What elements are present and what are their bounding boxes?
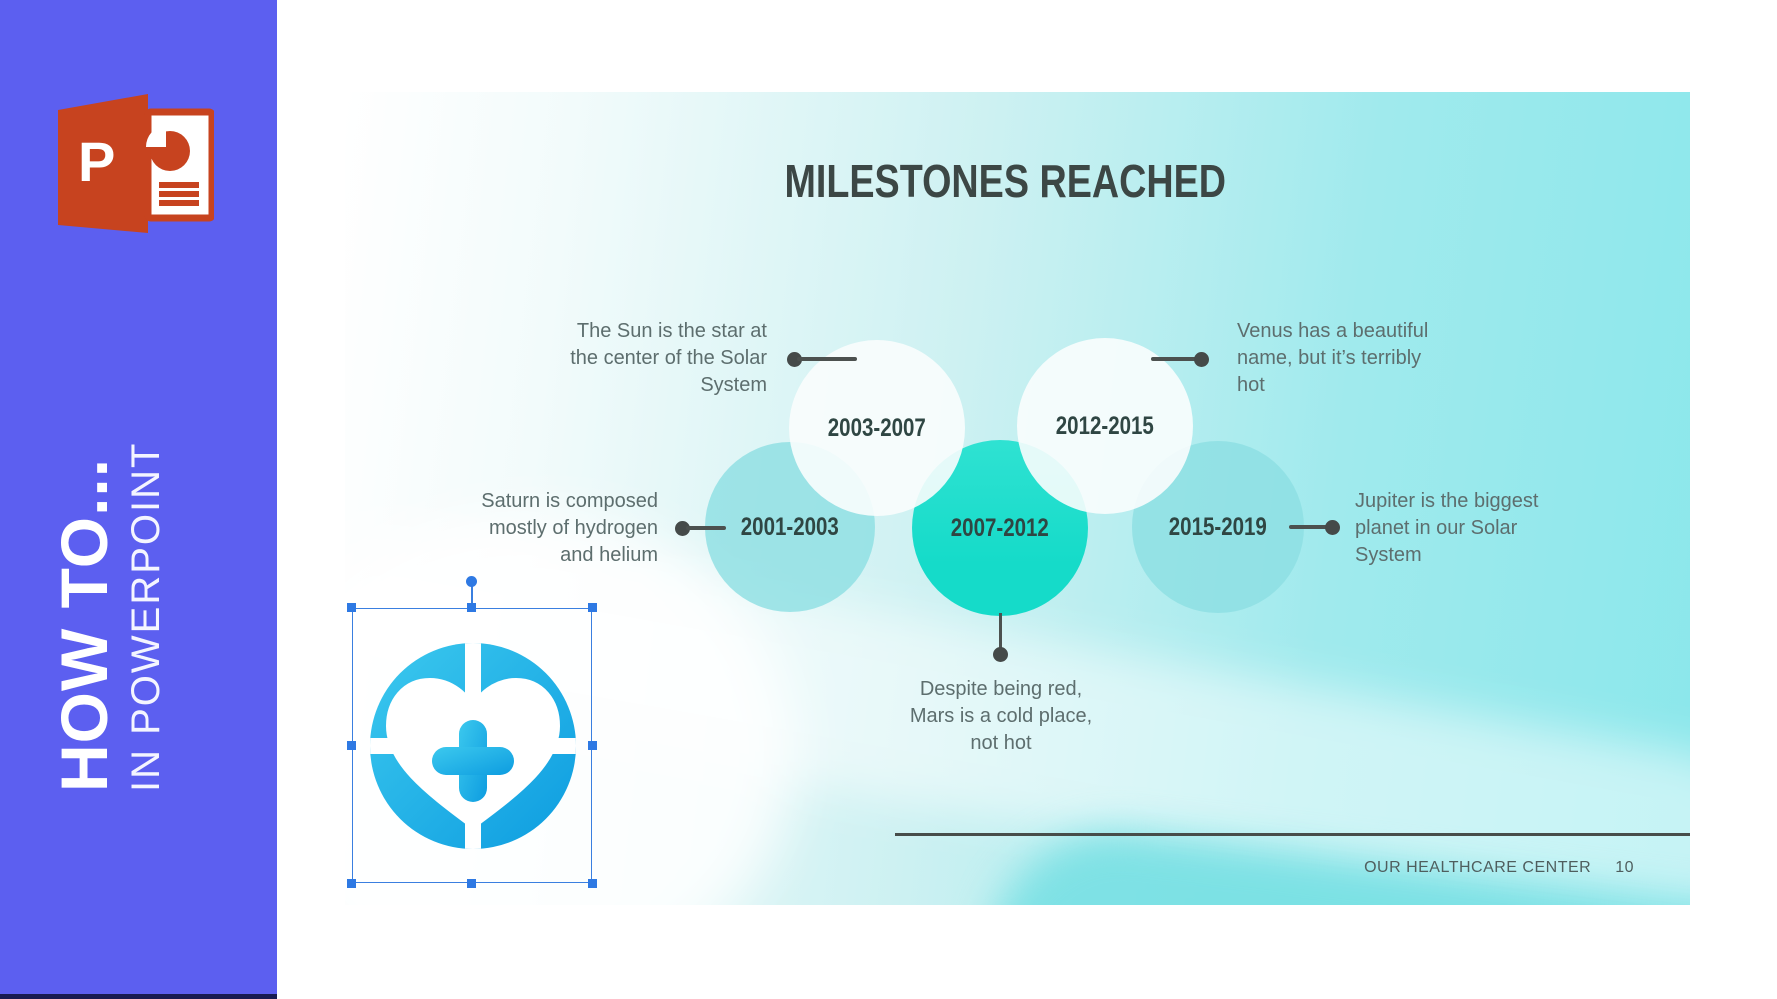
milestone-circle-2012-2015[interactable]: [1017, 338, 1193, 514]
milestone-label: 2015-2019: [1168, 512, 1268, 541]
annotation-saturn-text[interactable]: Saturn is composed mostly of hydrogen and helium: [481, 490, 658, 566]
milestone-label: 2007-2012: [950, 513, 1050, 542]
annotation-jupiter-text[interactable]: Jupiter is the biggest planet in our Solar System: [1355, 490, 1539, 566]
selection-handle-middle-left[interactable]: [347, 741, 356, 750]
annotation-mars-text[interactable]: Despite being red, Mars is a cold place, not hot: [909, 678, 1093, 754]
connector-line: [797, 357, 857, 361]
slide-footer[interactable]: [1364, 859, 1634, 877]
connector-dot: [1325, 520, 1340, 535]
slide-title[interactable]: MILESTONES REACHED: [784, 155, 1227, 207]
selected-healthcare-logo[interactable]: [352, 608, 592, 883]
milestone-label: 2012-2015: [1055, 411, 1155, 440]
annotation-sun-text[interactable]: The Sun is the star at the center of the Solar System: [570, 320, 767, 396]
sidebar-title: HOW TO...: [47, 457, 121, 792]
annotation-venus-text[interactable]: Venus has a beautiful name, but it’s terribly hot: [1237, 320, 1429, 396]
selection-handle-top-right[interactable]: [588, 603, 597, 612]
rotation-handle[interactable]: [466, 576, 477, 587]
selection-handle-bottom-middle[interactable]: [467, 879, 476, 888]
connector-line: [686, 526, 726, 530]
connector-line: [1151, 357, 1197, 361]
sidebar: [0, 0, 277, 999]
selection-handle-bottom-right[interactable]: [588, 879, 597, 888]
sidebar-subtitle: IN POWERPOINT: [124, 441, 169, 792]
selection-border: [352, 608, 592, 883]
connector-line: [1289, 525, 1329, 529]
selection-handle-top-left[interactable]: [347, 603, 356, 612]
footer-page-number: 10: [1615, 859, 1634, 876]
selection-handle-bottom-left[interactable]: [347, 879, 356, 888]
powerpoint-letter: P: [78, 130, 116, 193]
sidebar-bottom-strip: [0, 994, 277, 999]
connector-line: [999, 613, 1002, 649]
sidebar-vertical-text: [47, 441, 169, 792]
selection-handle-top-middle[interactable]: [467, 603, 476, 612]
footer-divider: [895, 833, 1690, 836]
selection-handle-middle-right[interactable]: [588, 741, 597, 750]
connector-dot: [1194, 352, 1209, 367]
slide-canvas[interactable]: [345, 92, 1690, 905]
milestone-circle-2003-2007[interactable]: [789, 340, 965, 516]
milestone-label: 2001-2003: [740, 512, 840, 541]
powerpoint-icon: [58, 93, 214, 235]
milestone-label: 2003-2007: [827, 413, 927, 442]
footer-company: OUR HEALTHCARE CENTER: [1364, 859, 1592, 876]
connector-dot: [993, 647, 1008, 662]
